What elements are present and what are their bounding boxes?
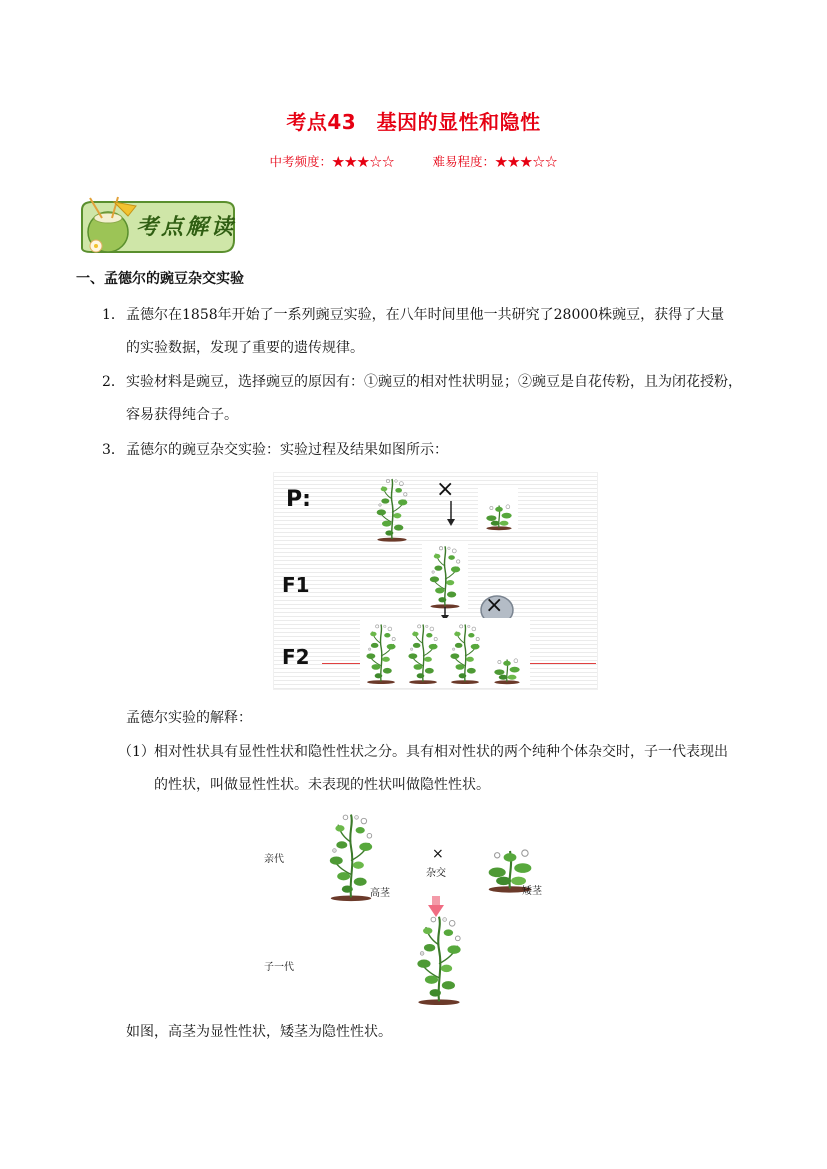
cross-symbol-2: × bbox=[432, 846, 444, 862]
p-short-plant bbox=[480, 499, 518, 531]
label-parent: 亲代 bbox=[264, 854, 284, 865]
figure-1-cross-experiment bbox=[273, 472, 598, 690]
explanation-intro: 孟德尔实验的解释： bbox=[126, 710, 252, 726]
label-f1: F1 bbox=[282, 573, 310, 597]
item-2 bbox=[102, 372, 762, 425]
item-1-line1: 孟德尔在1858年开始了一系列豌豆实验，在八年时间里他一共研究了28000株豌豆，获得了大量 bbox=[126, 307, 725, 323]
item-3 bbox=[102, 440, 762, 460]
item-1-num: 1． bbox=[102, 307, 125, 323]
f2-tall-plant-2 bbox=[404, 621, 442, 685]
badge-text: 考点解读 bbox=[136, 215, 237, 240]
label-cross: 杂交 bbox=[426, 868, 446, 879]
section-badge bbox=[74, 196, 240, 258]
child-tall-plant bbox=[406, 912, 472, 1006]
cross-symbol-f1: × bbox=[485, 593, 504, 618]
item-3-num: 3． bbox=[102, 442, 125, 458]
rating-row bbox=[0, 152, 827, 170]
item-3-line1: 孟德尔的豌豆杂交实验：实验过程及结果如图所示： bbox=[126, 442, 448, 458]
down-arrow-icon bbox=[446, 501, 456, 527]
item-2-line2: 容易获得纯合子。 bbox=[126, 407, 238, 423]
label-p: P: bbox=[286, 487, 311, 512]
point-1-num: （1） bbox=[118, 744, 155, 760]
p-tall-plant bbox=[372, 475, 412, 543]
difficulty-rating: 难易程度：★★★☆☆ bbox=[432, 154, 558, 169]
item-2-line1: 实验材料是豌豆，选择豌豆的原因有：①豌豆的相对性状明显；②豌豆是自花传粉，且为闭花授粉， bbox=[126, 374, 742, 390]
label-short: 矮茎 bbox=[522, 886, 542, 897]
label-child: 子一代 bbox=[264, 962, 294, 973]
f1-tall-plant bbox=[424, 543, 466, 609]
point-1-line2: 的性状，叫做显性性状。未表现的性状叫做隐性性状。 bbox=[154, 777, 490, 793]
frequency-rating: 中考频度：★★★☆☆ bbox=[269, 154, 395, 169]
conclusion: 如图，高茎为显性性状，矮茎为隐性性状。 bbox=[126, 1024, 392, 1040]
item-2-num: 2． bbox=[102, 374, 125, 390]
label-f2: F2 bbox=[282, 645, 310, 669]
explanation-point-1 bbox=[118, 742, 766, 795]
cross-symbol-p: × bbox=[436, 477, 455, 502]
point-1-line1: 相对性状具有显性性状和隐性性状之分。具有相对性状的两个纯种个体杂交时，子一代表现出 bbox=[154, 744, 728, 760]
f2-tall-plant-1 bbox=[362, 621, 400, 685]
page-title: 考点43 基因的显性和隐性 bbox=[286, 110, 541, 134]
f2-short-plant bbox=[488, 653, 526, 685]
figure-2-tall-short-cross bbox=[256, 808, 576, 1008]
f2-tall-plant-3 bbox=[446, 621, 484, 685]
section-heading: 一、孟德尔的豌豆杂交实验 bbox=[76, 271, 244, 287]
item-1 bbox=[102, 305, 762, 358]
item-1-line2: 的实验数据，发现了重要的遗传规律。 bbox=[126, 340, 364, 356]
label-tall: 高茎 bbox=[370, 888, 390, 899]
